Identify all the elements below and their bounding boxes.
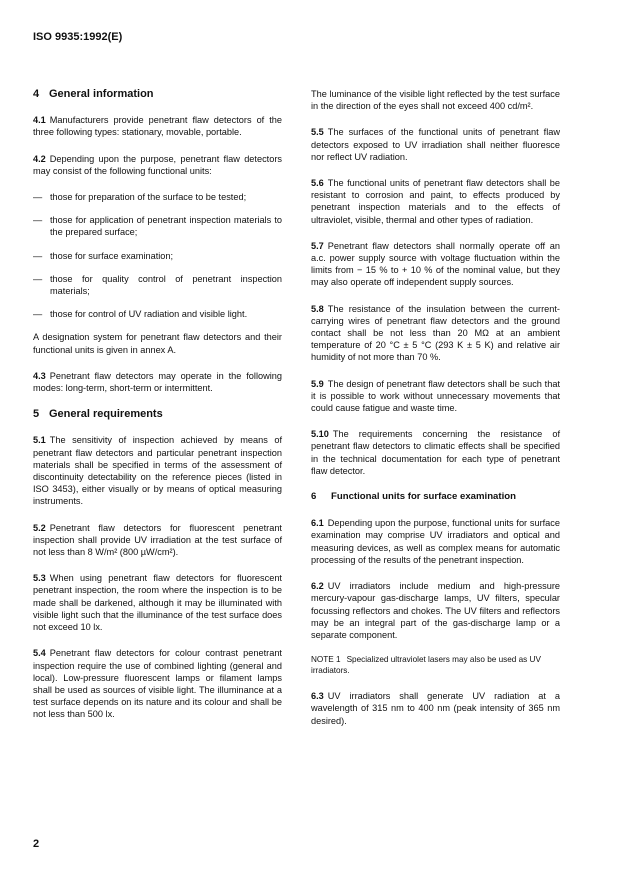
section-number: 4 [33, 88, 40, 100]
list-item: — those for control of UV radiation and visible light. [33, 309, 248, 320]
list-item: — those for surface examination; [33, 250, 174, 261]
section-title: General information [49, 88, 154, 100]
section-title: General requirements [49, 408, 163, 421]
left-column [33, 88, 282, 735]
clause-5-7: 5.7 Penetrant flaw detectors shall normally operate off an a.c. power supply source with voltage fluctuation within the limits from − 15 % to + 10 % of the nominal value, but they may also operate off independent supply sources. [311, 240, 560, 288]
section-title: Functional units for surface examination [331, 491, 516, 503]
clause-5-8: 5.8 The resistance of the insulation between the current-carrying wires of penetrant flaw detectors and the ground contact shall be not less than 20 MΩ at an ambient temperature of 20 °C ± 5 °C (293 K ± 5 K) and relative air humidity of not more than 70 %. [311, 303, 560, 363]
section-4-heading [33, 88, 282, 100]
list-item: — those for quality control of penetrant inspection materials; [33, 273, 282, 297]
clause-5-10: 5.10 The requirements concerning the resistance of penetrant flaw detectors to climatic effects shall be specified in the technical documentation for each type of penetrant flaw detector. [311, 429, 560, 476]
list-item: — those for application of penetrant inspection materials to the prepared surface; [33, 215, 282, 238]
clause-5-2: 5.2 Penetrant flaw detectors for fluorescent penetrant inspection shall provide UV irradiation at the test surface of not less than 8 W/m² (800 µW/cm²). [33, 522, 282, 558]
clause-5-3: 5.3 When using penetrant flaw detectors for fluorescent penetrant inspection, the room where the inspection is to be made shall be darkened, although it may be illuminated with visible light such that the illuminance of the test surface does not exceed 10 lx. [33, 573, 282, 633]
clause-6-3: 6.3 UV irradiators shall generate UV radiation at a wavelength of 315 nm to 400 nm (peak intensity of 365 nm desired). [311, 691, 560, 726]
section-number: 5 [33, 408, 40, 421]
clause-4-3: 4.3 Penetrant flaw detectors may operate in the following modes: long-term, short-term or intermittent. [33, 370, 282, 394]
note-1: NOTE 1 Specialized ultraviolet lasers may also be used as UV irradiators. [311, 655, 541, 675]
section-number: 6 [311, 491, 317, 503]
section-6-heading [311, 491, 560, 503]
clause-6-2: 6.2 UV irradiators include medium and high-pressure mercury-vapour gas-discharge lamps, UV filters, specular focussing reflectors and chokes. The UV filters and reflectors may be an integral part of the gas-discharge lamp or a separate component. [311, 581, 560, 640]
list-item: — those for preparation of the surface to be tested; [33, 192, 247, 203]
page-number: 2 [33, 838, 40, 850]
clause-4-1: 4.1 Manufacturers provide penetrant flaw detectors of the three following types: stationary, movable, portable. [33, 115, 282, 138]
designation-paragraph: A designation system for penetrant flaw detectors and their functional units is given in annex A. [33, 332, 282, 355]
section-5-heading [33, 408, 282, 420]
clause-6-1: 6.1 Depending upon the purpose, functional units for surface examination may comprise UV irradiators and optical and measuring devices, as well as complex means for automatic processing of the results of the penetrant inspection. [311, 518, 560, 565]
right-column [311, 88, 560, 741]
clause-5-4: 5.4 Penetrant flaw detectors for colour contrast penetrant inspection require the use of combined lighting (general and local). Low-pressure fluorescent lamps or filament lamps shall be used as sources of visible light. The illuminance at a test surface depends on its nature and its colour and shall be not less than 500 lx. [33, 648, 282, 720]
continued-paragraph: The luminance of the visible light reflected by the test surface in the direction of the eyes shall not exceed 400 cd/m². [311, 89, 560, 112]
clause-5-6: 5.6 The functional units of penetrant flaw detectors shall be resistant to corrosion and paint, to effects produced by penetrant inspection materials and to the effects of ultraviolet, visible, thermal and other types of radiation. [311, 178, 560, 225]
clause-5-5: 5.5 The surfaces of the functional units of penetrant flaw detectors exposed to UV irradiation shall neither fluoresce nor reflect UV radiation. [311, 127, 560, 162]
clause-5-1: 5.1 The sensitivity of inspection achieved by means of penetrant flaw detectors and particular penetrant inspection materials shall be specified in terms of the assessment of discontinuity detectability on the reference pieces (listed in ISO 3453), either visually or by means of optical measuring instruments. [33, 435, 282, 507]
clause-4-2: 4.2 Depending upon the purpose, penetrant flaw detectors may consist of the following functional units: [33, 153, 282, 176]
clause-5-9: 5.9 The design of penetrant flaw detectors shall be such that it is possible to work without unnecessary movements that could cause fatigue and waste time. [311, 378, 560, 414]
document-header: ISO 9935:1992(E) [33, 31, 123, 43]
